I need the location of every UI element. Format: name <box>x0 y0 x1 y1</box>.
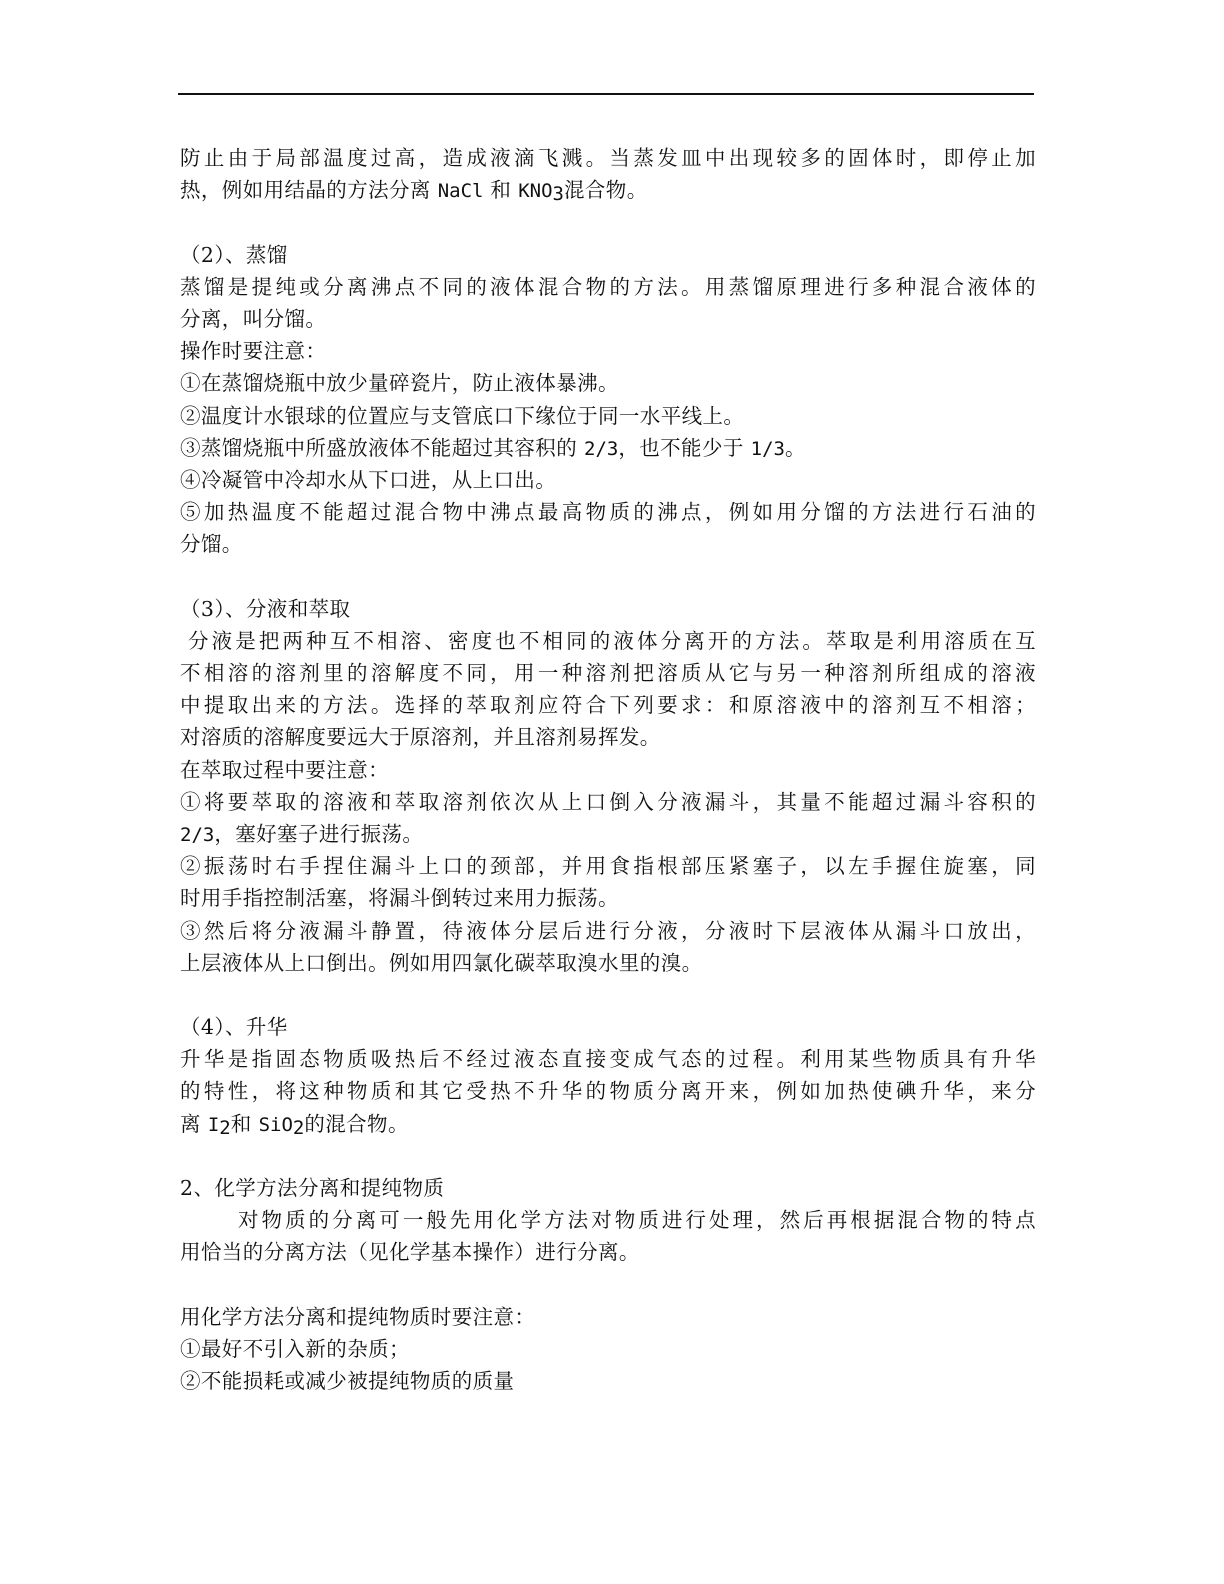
list-item: ②温度计水银球的位置应与支管底口下缘位于同一水平线上。 <box>180 403 745 428</box>
list-item: ①将要萃取的溶液和萃取溶剂依次从上口倒入分液漏斗，其量不能超过漏斗容积的 <box>180 789 1036 814</box>
text-line: 分液是把两种互不相溶、密度也不相同的液体分离开的方法。萃取是利用溶质在互 <box>188 628 1036 653</box>
list-item: ②振荡时右手捏住漏斗上口的颈部，并用食指根部压紧塞子，以左手握住旋塞，同 <box>180 854 1036 879</box>
list-item: ④冷凝管中冷却水从下口进，从上口出。 <box>180 467 557 492</box>
header-rule <box>178 93 1034 95</box>
text-line: 操作时要注意： <box>180 339 327 364</box>
text-line: 在萃取过程中要注意： <box>180 757 389 782</box>
text-line: 中提取出来的方法。选择的萃取剂应符合下列要求：和原溶液中的溶剂互不相溶； <box>180 693 1036 718</box>
text-line: 离 $I_2$和 SiO$_2$的混合物。 <box>180 1111 409 1139</box>
list-item: ②不能损耗或减少被提纯物质的质量 <box>180 1369 515 1394</box>
list-item: ①最好不引入新的杂质； <box>180 1336 410 1361</box>
list-item: ③然后将分液漏斗静置，待液体分层后进行分液，分液时下层液体从漏斗口放出， <box>180 918 1036 943</box>
text-line: 的特性，将这种物质和其它受热不升华的物质分离开来，例如加热使碘升华，来分 <box>180 1079 1036 1104</box>
text-line: 升华是指固态物质吸热后不经过液态直接变成气态的过程。利用某些物质具有升华 <box>180 1047 1036 1072</box>
section-heading: 2、化学方法分离和提纯物质 <box>180 1176 445 1200</box>
text-line: 热，例如用结晶的方法分离 NaCl 和 $KNO_3$混合物。 <box>180 178 648 206</box>
text-line: 分离，叫分馏。 <box>180 306 327 331</box>
text-line: 蒸馏是提纯或分离沸点不同的液体混合物的方法。用蒸馏原理进行多种混合液体的 <box>180 274 1036 299</box>
list-item: ①在蒸馏烧瓶中放少量碎瓷片，防止液体暴沸。 <box>180 371 619 396</box>
list-item: 时用手指控制活塞，将漏斗倒转过来用力振荡。 <box>180 886 619 911</box>
list-item: 分馏。 <box>180 532 243 557</box>
list-item: 2/3，塞好塞子进行振荡。 <box>180 821 424 846</box>
section-heading: （3）、分液和萃取 <box>180 596 351 621</box>
text-line: 对溶质的溶解度要远大于原溶剂，并且溶剂易挥发。 <box>180 725 661 750</box>
list-item: ⑤加热温度不能超过混合物中沸点最高物质的沸点，例如用分馏的方法进行石油的 <box>180 500 1036 525</box>
document-body <box>180 142 1036 1397</box>
text-line: 防止由于局部温度过高，造成液滴飞溅。当蒸发皿中出现较多的固体时，即停止加 <box>180 146 1036 170</box>
section-heading: （2）、蒸馏 <box>180 242 288 267</box>
text-line: 对物质的分离可一般先用化学方法对物质进行处理，然后再根据混合物的特点 <box>238 1208 1036 1233</box>
list-item: ③蒸馏烧瓶中所盛放液体不能超过其容积的 2/3，也不能少于 1/3。 <box>180 435 806 460</box>
section-heading: （4）、升华 <box>180 1015 288 1040</box>
list-item: 上层液体从上口倒出。例如用四氯化碳萃取溴水里的溴。 <box>180 950 703 975</box>
text-line: 用恰当的分离方法（见化学基本操作）进行分离。 <box>180 1240 640 1265</box>
text-line: 用化学方法分离和提纯物质时要注意： <box>180 1304 536 1329</box>
text-line: 不相溶的溶剂里的溶解度不同，用一种溶剂把溶质从它与另一种溶剂所组成的溶液 <box>180 661 1036 685</box>
